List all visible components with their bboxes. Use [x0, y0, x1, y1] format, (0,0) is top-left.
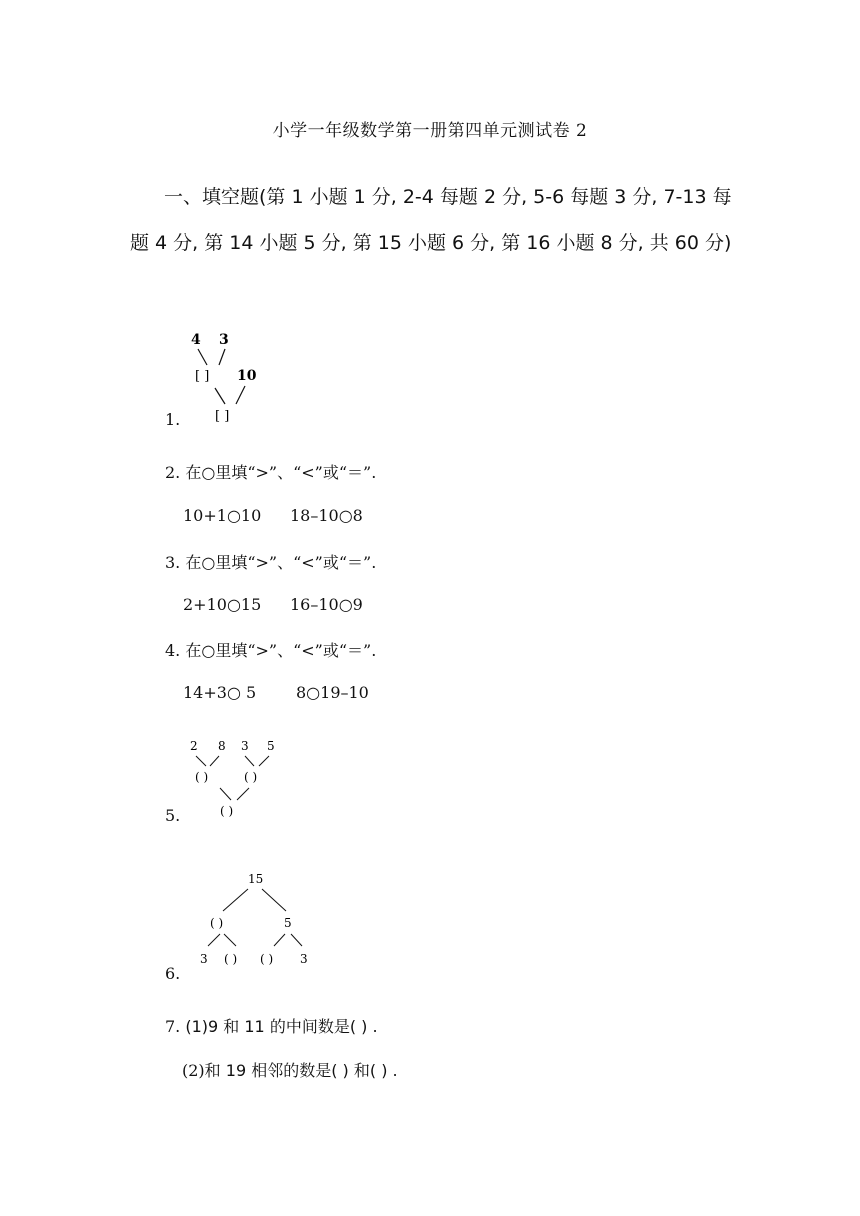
q1-line-lower-left — [215, 388, 225, 404]
q5-b1: ( ) — [195, 770, 209, 784]
q7-part1-text: (1)9 和 11 的中间数是( ) . — [185, 1017, 378, 1036]
q5-n4: 5 — [267, 739, 275, 753]
q6-line-r2 — [291, 934, 302, 946]
q6-line-top-right — [262, 889, 286, 911]
q3-expr-1: 2+10○15 — [183, 595, 262, 614]
question-7-line-1 — [165, 1014, 378, 1037]
question-3-prompt: 3. 在○里填“>”、“<”或“＝”. — [165, 553, 377, 572]
q6-r1: ( ) — [260, 952, 274, 966]
q5-b2: ( ) — [244, 770, 258, 784]
q6-number-tree — [190, 866, 320, 976]
q6-left-box: ( ) — [210, 916, 224, 930]
q1-bottom-box: [ ] — [215, 409, 230, 424]
q1-line-right — [219, 349, 225, 365]
q1-line-lower-right — [236, 386, 245, 404]
q6-r2: 3 — [300, 952, 308, 966]
question-2-prompt: 2. 在○里填“>”、“<”或“＝”. — [165, 463, 377, 482]
q6-l2: ( ) — [224, 952, 238, 966]
q5-line-4 — [259, 756, 269, 766]
page-title: 小学一年级数学第一册第四单元测试卷 2 — [272, 121, 588, 141]
q1-mid-box: [ ] — [195, 369, 210, 384]
q4-expr-1: 14+3○ 5 — [183, 683, 257, 702]
q5-n1: 2 — [190, 739, 198, 753]
q4-expr-2: 8○19–10 — [296, 683, 369, 702]
q6-line-r1 — [274, 934, 285, 946]
q1-top-right: 3 — [219, 332, 229, 348]
q6-right: 5 — [284, 916, 292, 930]
question-5-number: 5. — [165, 806, 181, 825]
q7-part2-text: 和 19 相邻的数是( ) 和( ) . — [204, 1061, 398, 1080]
q5-line-6 — [237, 788, 249, 800]
q7-number: 7. — [165, 1017, 181, 1036]
q5-number-tree — [185, 735, 285, 825]
q5-n3: 3 — [241, 739, 249, 753]
section-heading: 一、填空题(第 1 小题 1 分, 2-4 每题 2 分, 5-6 每题 3 分, 7-13 每题 4 分, 第 14 小题 5 分, 第 15 小题 6 分, 第 16 小题 8 分, 共 60 分) — [130, 186, 732, 254]
q2-expr-1: 10+1○10 — [183, 506, 262, 525]
question-6-number: 6. — [165, 964, 181, 983]
q5-line-1 — [196, 756, 206, 766]
q6-line-l1 — [208, 934, 220, 946]
question-1-number: 1. — [165, 410, 181, 429]
q1-mid-right: 10 — [237, 368, 257, 384]
q7-part2-prefix: (2) — [182, 1061, 205, 1080]
q5-line-5 — [220, 788, 231, 800]
q1-line-left — [198, 349, 207, 365]
q6-top: 15 — [248, 872, 264, 886]
q6-l1: 3 — [200, 952, 208, 966]
q5-n2: 8 — [218, 739, 226, 753]
q5-line-2 — [210, 756, 219, 766]
q1-number-tree — [185, 328, 275, 428]
q2-expr-2: 18–10○8 — [290, 506, 363, 525]
q6-line-l2 — [224, 934, 236, 946]
question-4-prompt: 4. 在○里填“>”、“<”或“＝”. — [165, 641, 377, 660]
q1-top-left: 4 — [191, 332, 201, 348]
q5-line-3 — [245, 756, 254, 766]
q3-expr-2: 16–10○9 — [290, 595, 363, 614]
q6-line-top-left — [223, 889, 248, 911]
q5-b3: ( ) — [220, 804, 234, 818]
question-7-line-2 — [182, 1058, 398, 1081]
